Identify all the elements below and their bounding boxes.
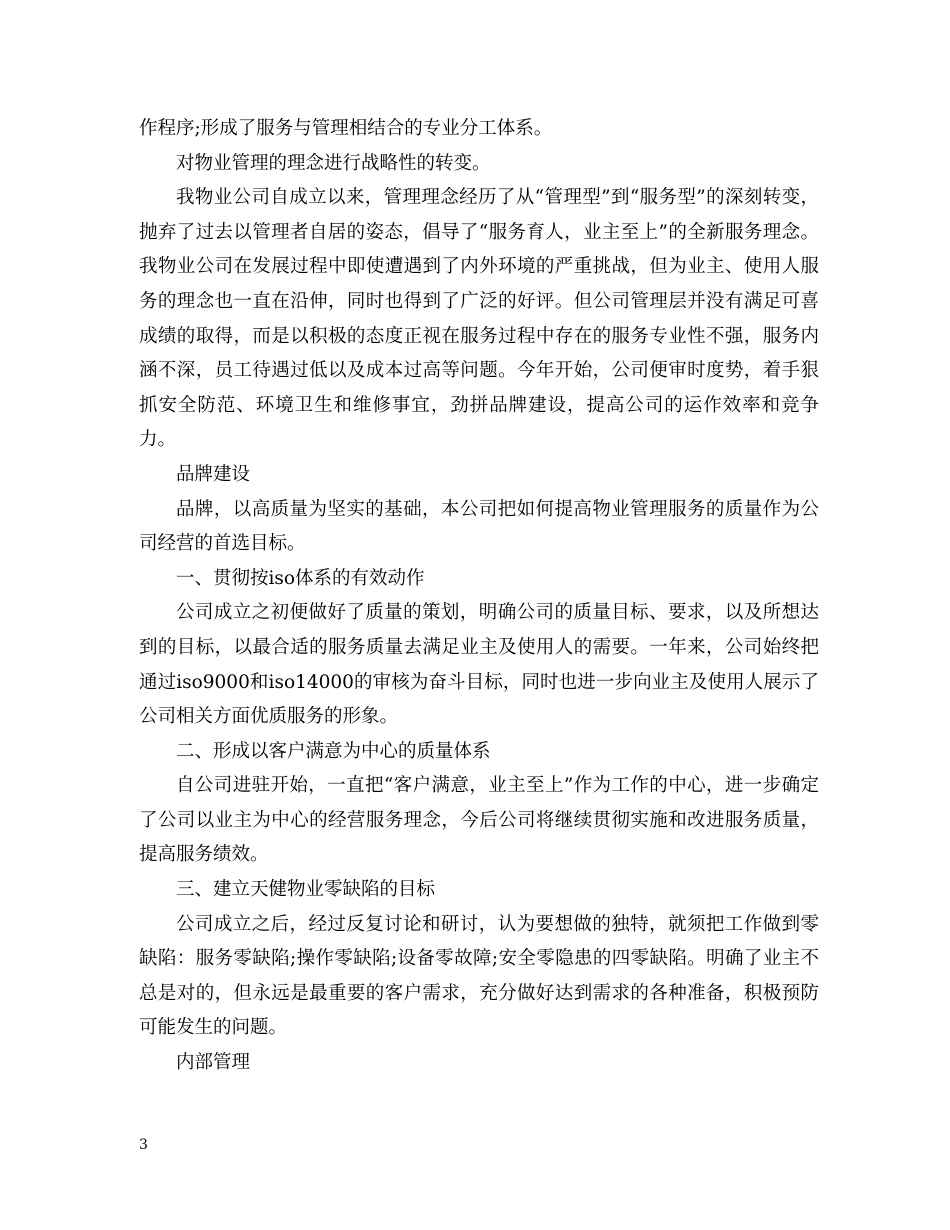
paragraph-9: 自公司进驻开始，一直把“客户满意，业主至上”作为工作的中心，进一步确定了公司以业主为中心的经营服务理念，今后公司将继续贯彻实施和改进服务质量，提高服务绩效。 bbox=[139, 775, 819, 866]
paragraph-11: 公司成立之后，经过反复讨论和研讨，认为要想做的独特，就须把工作做到零缺陷：服务零缺陷;操作零缺陷;设备零故障;安全零隐患的四零缺陷。明确了业主不总是对的，但永远是最重要的客户需求，充分做好达到需求的各种准备，积极预防可能发生的问题。 bbox=[139, 913, 819, 1039]
section-heading-brand: 品牌建设 bbox=[176, 463, 251, 485]
page-number: 3 bbox=[139, 1137, 148, 1153]
document-body bbox=[139, 112, 819, 1081]
paragraph-2: 对物业管理的理念进行战略性的转变。 bbox=[176, 152, 491, 174]
section-heading-internal-management: 内部管理 bbox=[176, 1052, 251, 1074]
subheading-iso: 一、贯彻按iso体系的有效动作 bbox=[176, 567, 425, 589]
paragraph-3: 我物业公司自成立以来，管理理念经历了从“管理型”到“服务型”的深刻转变，抛弃了过去以管理者自居的姿态，倡导了“服务育人，业主至上”的全新服务理念。我物业公司在发展过程中即使遭遇到了内外环境的严重挑战，但为业主、使用人服务的理念也一直在沿伸，同时也得到了广泛的好评。但公司管理层并没有满足可喜成绩的取得，而是以积极的态度正视在服务过程中存在的服务专业性不强，服务内涵不深，员工待遇过低以及成本过高等问题。今年开始，公司便审时度势，着手狠抓安全防范、环境卫生和维修事宜，劲拼品牌建设，提高公司的运作效率和竞争力。 bbox=[139, 187, 819, 451]
paragraph-1: 作程序;形成了服务与管理相结合的专业分工体系。 bbox=[139, 118, 553, 139]
paragraph-7: 公司成立之初便做好了质量的策划，明确公司的质量目标、要求，以及所想达到的目标，以最合适的服务质量去满足业主及使用人的需要。一年来，公司始终把通过iso9000和iso14000的审核为奋斗目标，同时也进一步向业主及使用人展示了公司相关方面优质服务的形象。 bbox=[139, 602, 819, 728]
subheading-zero-defect: 三、建立天健物业零缺陷的目标 bbox=[176, 879, 436, 901]
paragraph-5: 品牌，以高质量为坚实的基础，本公司把如何提高物业管理服务的质量作为公司经营的首选目标。 bbox=[139, 498, 819, 555]
subheading-customer-satisfaction: 二、形成以客户满意为中心的质量体系 bbox=[176, 740, 491, 762]
